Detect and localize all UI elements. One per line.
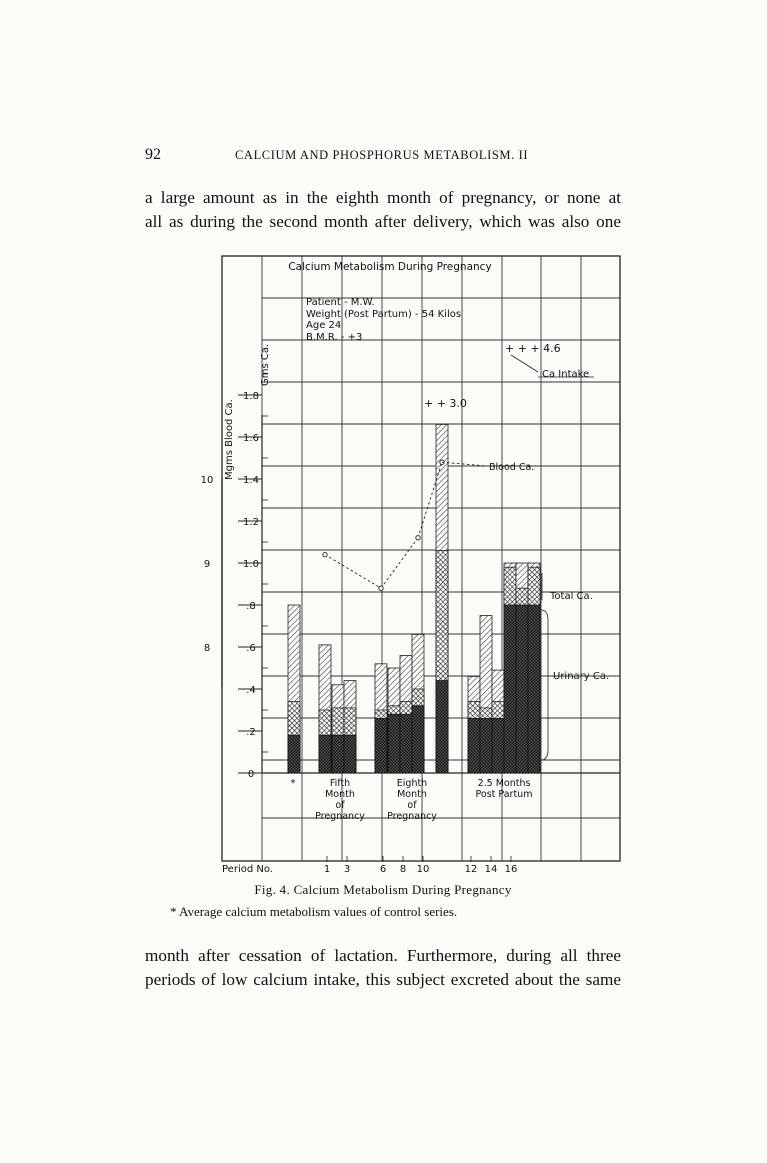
- text-line: month after cessation of lactation. Furthermore, during all three: [145, 946, 621, 965]
- group-fifth-month: Fifth Month of Pregnancy: [315, 778, 365, 822]
- bar-urinary-ca: [528, 605, 540, 773]
- x-tick-label: 16: [504, 864, 518, 875]
- blood-ca-point: [379, 586, 383, 590]
- y-tick-label: .2: [246, 727, 256, 738]
- body-text-bottom: [145, 944, 621, 992]
- x-label-period: Period No.: [222, 864, 273, 875]
- info-patient: Patient - M.W.: [306, 297, 375, 308]
- y-label-gms: Gms Ca.: [260, 343, 271, 386]
- blood-ca-segment: [442, 462, 487, 466]
- group-control-marker: *: [290, 778, 296, 789]
- running-head: CALCIUM AND PHOSPHORUS METABOLISM. II: [235, 148, 529, 162]
- annotation-intake-3: + + 3.0: [424, 397, 467, 410]
- y-tick-label: 1.2: [243, 517, 259, 528]
- text-line: all as during the second month after delivery, which was also one: [145, 212, 621, 231]
- x-tick-label: 8: [399, 864, 407, 875]
- y-tick-label: 1.8: [243, 391, 259, 402]
- x-axis: [324, 856, 518, 875]
- legend-blood-ca: Blood Ca.: [489, 462, 535, 473]
- info-bmr: B.M.R. - +3: [306, 332, 363, 343]
- bar-urinary-ca: [375, 718, 387, 773]
- legend-ca-intake: Ca Intake: [542, 369, 590, 380]
- urinary-ca-bracket: [541, 610, 548, 760]
- y-tick-label: .6: [246, 643, 256, 654]
- info-weight: Weight (Post Partum) - 54 Kilos: [306, 309, 462, 320]
- blood-tick-label: 10: [200, 475, 214, 486]
- figure-footnote: * Average calcium metabolism values of control series.: [170, 904, 458, 919]
- blood-ca-segment: [325, 555, 381, 589]
- bar-urinary-ca: [319, 735, 331, 773]
- y-tick-label: .4: [246, 685, 256, 696]
- x-tick-label: 3: [343, 864, 351, 875]
- chart-title: Calcium Metabolism During Pregnancy: [288, 261, 492, 273]
- legend-urinary-ca: Urinary Ca.: [553, 671, 610, 682]
- bar-urinary-ca: [436, 681, 448, 773]
- blood-tick-label: 9: [203, 559, 211, 570]
- x-tick-label: 10: [416, 864, 430, 875]
- blood-ca-segment: [381, 538, 418, 588]
- bar-urinary-ca: [480, 718, 492, 773]
- text-line: periods of low calcium intake, this subject excreted about the same: [145, 970, 621, 989]
- info-age: Age 24: [306, 320, 342, 331]
- y-label-blood: Mgms Blood Ca.: [224, 399, 235, 480]
- y-tick-label: .8: [246, 601, 256, 612]
- y-tick-label: 1.0: [243, 559, 259, 570]
- bar-urinary-ca: [400, 714, 412, 773]
- bar-urinary-ca: [332, 735, 344, 773]
- bar-urinary-ca: [468, 718, 480, 773]
- bar-urinary-ca: [288, 735, 300, 773]
- group-eighth-month: Eighth Month of Pregnancy: [387, 778, 437, 822]
- bar-urinary-ca: [388, 714, 400, 773]
- group-post-partum: 2.5 Months Post Partum: [475, 778, 533, 800]
- bar-urinary-ca: [504, 605, 516, 773]
- bar-urinary-ca: [492, 718, 504, 773]
- bar-urinary-ca: [516, 605, 528, 773]
- ca-intake-pointer: [511, 355, 538, 372]
- x-tick-label: 6: [379, 864, 387, 875]
- x-tick-label: 14: [484, 864, 498, 875]
- y-tick-label: 0: [247, 769, 255, 780]
- annotation-intake-46: + + + 4.6: [505, 342, 561, 355]
- y-tick-label: 1.4: [243, 475, 259, 486]
- bar-urinary-ca: [412, 706, 424, 773]
- bar-urinary-ca: [344, 735, 356, 773]
- y-tick-label: 1.6: [243, 433, 259, 444]
- page-number: 92: [145, 146, 161, 163]
- legend-total-ca: Total Ca.: [550, 591, 593, 602]
- blood-ca-point: [323, 552, 327, 556]
- x-tick-label: 12: [464, 864, 478, 875]
- blood-ca-point: [416, 536, 420, 540]
- blood-tick-label: 8: [203, 643, 211, 654]
- text-line: a large amount as in the eighth month of pregnancy, or none at: [145, 188, 621, 207]
- x-tick-label: 1: [323, 864, 331, 875]
- figure-caption: Fig. 4. Calcium Metabolism During Pregnancy: [254, 882, 512, 897]
